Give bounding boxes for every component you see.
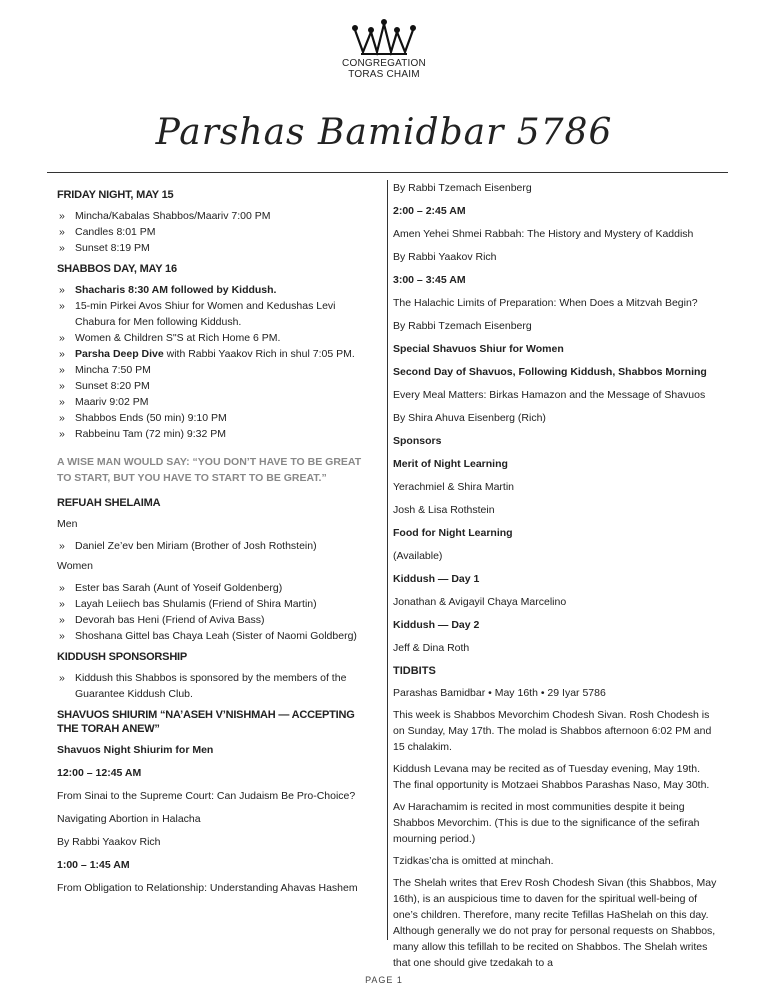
sponsor-category: Kiddush — Day 1	[393, 573, 480, 585]
list-item: » 15-min Pirkei Avos Shiur for Women and Kedushas Levi Chabura for Men following Kiddush.	[59, 300, 336, 328]
list-item: » Devorah bas Heni (Friend of Aviva Bass)	[59, 614, 265, 626]
shiur-title: The Halachic Limits of Preparation: When Does a Mitzvah Begin?	[393, 297, 698, 309]
crown-logo-icon	[349, 18, 419, 58]
women-label: Women	[57, 560, 93, 572]
list-item: » Sunset 8:19 PM	[59, 242, 150, 254]
list-item: » Shabbos Ends (50 min) 9:10 PM	[59, 412, 227, 424]
men-list	[57, 538, 377, 554]
friday-heading: FRIDAY NIGHT, MAY 15	[57, 189, 174, 201]
shiur-title: Amen Yehei Shmei Rabbah: The History and Mystery of Kaddish	[393, 228, 694, 240]
shiur-title: From Obligation to Relationship: Understanding Ahavas Hashem	[57, 882, 358, 894]
shiur-speaker: By Rabbi Tzemach Eisenberg	[393, 182, 532, 194]
sponsors-heading: Sponsors	[393, 435, 442, 447]
sponsor-category: Merit of Night Learning	[393, 458, 508, 470]
list-item: » Kiddush this Shabbos is sponsored by the members of the Guarantee Kiddush Club.	[59, 672, 347, 700]
shiur-time: 1:00 – 1:45 AM	[57, 859, 130, 871]
list-item: » Maariv 9:02 PM	[59, 396, 149, 408]
page-title: Parshas Bamidbar 5786	[155, 112, 613, 153]
shabbos-list	[57, 282, 377, 442]
shiur-time: 3:00 – 3:45 AM	[393, 274, 466, 286]
sponsor-name: Josh & Lisa Rothstein	[393, 504, 495, 516]
kiddush-list	[57, 670, 377, 702]
women-list	[57, 580, 377, 644]
men-label: Men	[57, 518, 78, 530]
list-item: » Ester bas Sarah (Aunt of Yoseif Goldenberg)	[59, 582, 283, 594]
sponsor-name: (Available)	[393, 550, 443, 562]
sponsor-category: Kiddush — Day 2	[393, 619, 480, 631]
org-name-line2: TORAS CHAIM	[348, 69, 420, 80]
shiur-speaker: By Rabbi Tzemach Eisenberg	[393, 320, 532, 332]
list-item: » Candles 8:01 PM	[59, 226, 156, 238]
tidbit-paragraph: Kiddush Levana may be recited as of Tuesday evening, May 19th. The final opportunity is Motzaei Shabbos Parashas Naso, May 30th.	[393, 763, 710, 791]
left-column	[57, 180, 377, 903]
tidbit-paragraph: Tzidkas’cha is omitted at minchah.	[393, 855, 554, 867]
tidbits-heading: TIDBITS	[393, 665, 436, 677]
list-item: » Mincha/Kabalas Shabbos/Maariv 7:00 PM	[59, 210, 271, 222]
tidbit-paragraph: This week is Shabbos Mevorchim Chodesh Sivan. Rosh Chodesh is on Sunday, May 17th. The molad is Shabbos afternoon 6:02 PM and 15 chalakim.	[393, 709, 712, 753]
list-item: » Sunset 8:20 PM	[59, 380, 150, 392]
sponsor-name: Yerachmiel & Shira Martin	[393, 481, 514, 493]
women-shiur-heading: Special Shavuos Shiur for Women	[393, 343, 564, 355]
list-item: » Daniel Ze’ev ben Miriam (Brother of Josh Rothstein)	[59, 540, 317, 552]
shiur-time: 12:00 – 12:45 AM	[57, 767, 142, 779]
header-divider	[47, 172, 728, 173]
sponsor-name: Jeff & Dina Roth	[393, 642, 470, 654]
quote-callout: A WISE MAN WOULD SAY: “YOU DON’T HAVE TO BE GREAT TO START, BUT YOU HAVE TO START TO BE GREAT.”	[57, 456, 362, 484]
shabbos-heading: SHABBOS DAY, MAY 16	[57, 263, 177, 275]
list-item: » Mincha 7:50 PM	[59, 364, 151, 376]
shiur-title: From Sinai to the Supreme Court: Can Judaism Be Pro-Choice?	[57, 790, 356, 802]
masthead	[0, 18, 768, 80]
list-item: » Layah Leiiech bas Shulamis (Friend of Shira Martin)	[59, 598, 317, 610]
page-number: PAGE 1	[365, 975, 403, 985]
women-shiur-time: Second Day of Shavuos, Following Kiddush, Shabbos Morning	[393, 366, 707, 378]
shiur-speaker: By Rabbi Yaakov Rich	[393, 251, 497, 263]
list-item: » Shacharis 8:30 AM followed by Kiddush.	[59, 284, 277, 296]
tidbit-paragraph: The Shelah writes that Erev Rosh Chodesh Sivan (this Shabbos, May 16th), is an auspicious time to daven for the spiritual well-being of one’s children. Therefore, many recite Tefillas HaShelah on this day. Although generally we do not pray for personal requests on Shabbos, many allow this tefillah to be recited on Shabbos. The Shelah writes that one should give tzedakah to a	[393, 877, 717, 969]
friday-list	[57, 208, 377, 256]
shiur-subtitle: Navigating Abortion in Halacha	[57, 813, 201, 825]
refuah-heading: REFUAH SHELAIMA	[57, 497, 161, 509]
shiur-speaker: By Shira Ahuva Eisenberg (Rich)	[393, 412, 546, 424]
kiddush-heading: KIDDUSH SPONSORSHIP	[57, 651, 188, 663]
list-item: » Rabbeinu Tam (72 min) 9:32 PM	[59, 428, 226, 440]
org-name-line1: CONGREGATION	[342, 58, 426, 69]
right-column	[387, 180, 718, 969]
list-item: » Women & Children S"S at Rich Home 6 PM.	[59, 332, 281, 344]
list-item: » Parsha Deep Dive with Rabbi Yaakov Rich in shul 7:05 PM.	[59, 348, 355, 360]
tidbit-paragraph: Parashas Bamidbar • May 16th • 29 Iyar 5786	[393, 687, 606, 699]
shavuos-heading: SHAVUOS SHIURIM “NA’ASEH V’NISHMAH — ACCEPTING THE TORAH ANEW”	[57, 709, 355, 735]
shiur-speaker: By Rabbi Yaakov Rich	[57, 836, 161, 848]
sponsor-category: Food for Night Learning	[393, 527, 513, 539]
tidbit-paragraph: Av Harachamim is recited in most communities despite it being Shabbos Mevorchim. (This is due to the significance of the sefirah mourning period.)	[393, 801, 700, 845]
shavuos-subheading: Shavuos Night Shiurim for Men	[57, 744, 214, 756]
list-item: » Shoshana Gittel bas Chaya Leah (Sister of Naomi Goldberg)	[59, 630, 357, 642]
sponsor-name: Jonathan & Avigayil Chaya Marcelino	[393, 596, 567, 608]
shiur-time: 2:00 – 2:45 AM	[393, 205, 466, 217]
shiur-title: Every Meal Matters: Birkas Hamazon and the Message of Shavuos	[393, 389, 706, 401]
